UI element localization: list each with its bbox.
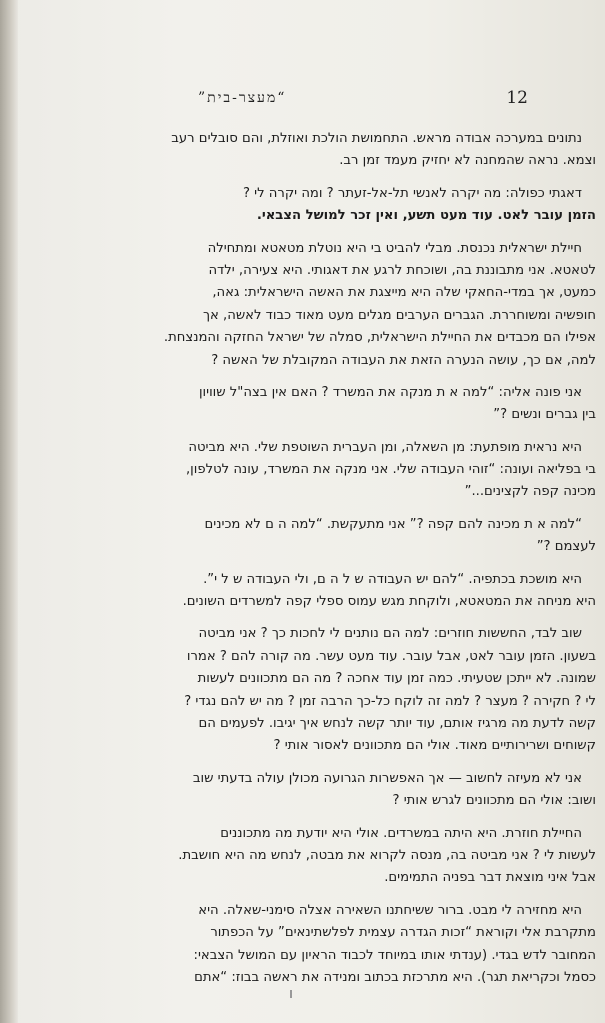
paragraph-gap bbox=[28, 372, 596, 382]
text-line: לטאטא. אני מתבוננת בה, ושוכחת לרגע את דאגותי. היא צעירה, ילדה bbox=[208, 262, 596, 278]
text-line: קשה לדעת מה מרגיז אותם, עוד יותר קשה לנחש איך יגיבו. לפעמים הם bbox=[198, 715, 596, 731]
text-line: דאגתי כפולה: מה יקרה לאנשי תל-אל-זעתר ? ומה יקרה לי ? bbox=[242, 185, 582, 201]
text-line: בין גברים ונשים ?” bbox=[493, 407, 596, 423]
text-line: בי בפליאה ועונה: “זוהי העבודה שלי. אני מנקה את המשרד, עונה לטלפון, bbox=[185, 462, 596, 478]
paragraph bbox=[28, 382, 596, 427]
text-line: אני פונה אליה: “למה א ת מנקה את המשרד ? האם אין בצה"ל שוויון bbox=[198, 384, 582, 400]
paragraph-gap bbox=[28, 758, 596, 768]
paragraph-gap bbox=[28, 173, 596, 183]
print-mark bbox=[290, 990, 292, 998]
running-title: “מעצר-בית” bbox=[198, 90, 287, 106]
text-line: החיילת חוזרת. היא היתה במשרדים. אולי היא יודעת מה מתכוננים bbox=[220, 825, 582, 841]
text-line: אבל איני מוצאת דבר בפניה התמימים. bbox=[384, 870, 596, 886]
page-gutter bbox=[0, 0, 18, 1023]
paragraph-gap bbox=[28, 504, 596, 514]
paragraph bbox=[28, 768, 596, 813]
paragraph bbox=[28, 514, 596, 559]
text-line: חיילת ישראלית נכנסת. מבלי להביט בי היא נוטלת מטאטא ומתחילה bbox=[207, 240, 582, 256]
paragraph bbox=[28, 437, 596, 504]
paragraph-gap bbox=[28, 228, 596, 238]
paragraph bbox=[28, 238, 596, 372]
paragraph bbox=[28, 823, 596, 890]
text-line: מכינה קפה לקצינים...” bbox=[464, 484, 596, 500]
text-line: למה, אם כך, עושה הנערה הזאת את העבודה המקובלת של האשה ? bbox=[211, 352, 596, 368]
text-line: שוב לבד, החששות חוזרים: למה הם נותנים לי לחכות כך ? אני מביטה bbox=[198, 626, 582, 642]
text-line: קשוחים ושרירותיים מאוד. אולי הם מתכוונים לאסור אותי ? bbox=[273, 738, 596, 754]
text-line: וצמא. נראה שהמחנה לא יחזיק מעמד זמן רב. bbox=[339, 153, 596, 169]
page-header bbox=[28, 88, 528, 112]
paragraph bbox=[28, 183, 596, 228]
text-line: אני לא מעיזה לחשוב — אך האפשרות הגרועה מכולן עולה בדעתי שוב bbox=[192, 770, 582, 786]
text-line: היא מושכת בכתפיה. “להם יש העבודה ש ל ה ם, ולי העבודה ש ל י”. bbox=[203, 571, 582, 587]
paragraph bbox=[28, 128, 596, 173]
paragraph bbox=[28, 569, 596, 614]
paragraph-gap bbox=[28, 613, 596, 623]
text-line: בשעון. הזמן עובר לאט, אבל עובר. עוד מעט עשר. מה קורה להם ? אמרו bbox=[186, 648, 596, 664]
text-line: היא מניחה את המטאטא, ולוקחת מגש עמוס ספלי קפה למשרדים השונים. bbox=[182, 594, 596, 610]
text-line: שמונה. לא ייתכן שטעיתי. כמה זמן עוד אחכה ? מה הם מתכוונים לעשות bbox=[197, 671, 596, 687]
text-line: לי ? חקירה ? מעצר ? למה זה לוקח כל-כך הרבה זמן ? מה יש להם נגדי ? bbox=[184, 693, 596, 709]
text-line: כמעט, אך במדי-החאקי שלה היא מייצגת את האשה הישראלית: גאה, bbox=[212, 285, 596, 301]
text-line: היא מחזירה לי מבט. ברור ששיחתנו השאירה אצלה סימני-שאלה. היא bbox=[198, 902, 582, 918]
paragraph bbox=[28, 623, 596, 757]
text-line: מתקרבת אלי וקוראת “זכות הגדרה עצמית לפלשתינאים” על הכפתור bbox=[210, 925, 596, 941]
text-line: היא נראית מופתעת: מן השאלה, ומן העברית השוטפת שלי. היא מביטה bbox=[188, 439, 582, 455]
text-line: לעשות לי ? אני מביטה בה, מנסה לקרוא את מבטה, לנחש מה היא חושבת. bbox=[178, 847, 596, 863]
text-line: הזמן עובר לאט. עוד מעט תשע, ואין זכר למושל הצבאי. bbox=[256, 208, 596, 224]
text-line: כסמל וכקריאת תגר). היא מתרכזת בכתוב ומנידה את ראשה בבוז: “אתם bbox=[194, 969, 596, 985]
body-text bbox=[28, 128, 596, 989]
paragraph bbox=[28, 900, 596, 990]
paragraph-gap bbox=[28, 890, 596, 900]
page-number: 12 bbox=[506, 88, 528, 108]
paragraph-gap bbox=[28, 813, 596, 823]
text-line: המחובר לדש בגדי. (ענדתי אותו במיוחד לכבוד הראיון עם המושל הצבאי: bbox=[193, 947, 596, 963]
text-line: נתונים במערכה אבודה מראש. התחמושת הולכת ואוזלת, והם סובלים רעב bbox=[171, 131, 582, 146]
text-line: ושוב: אולי הם מתכוונים לגרש אותי ? bbox=[392, 793, 596, 809]
text-line: אפילו הם מכבדים את החיילת הישראלית, סמלה של ישראל החזקה והמנצחת. bbox=[163, 330, 596, 346]
text-line: חופשיה ומשוחררת. הגברים הערבים מגלים מעט מאוד כבוד לאשה, אך bbox=[202, 307, 596, 323]
text-line: “למה א ת מכינה להם קפה ?” אני מתעקשת. “למה ה ם לא מכינים bbox=[204, 516, 582, 532]
paragraph-gap bbox=[28, 427, 596, 437]
text-line: לעצמם ?” bbox=[536, 539, 596, 555]
paragraph-gap bbox=[28, 559, 596, 569]
